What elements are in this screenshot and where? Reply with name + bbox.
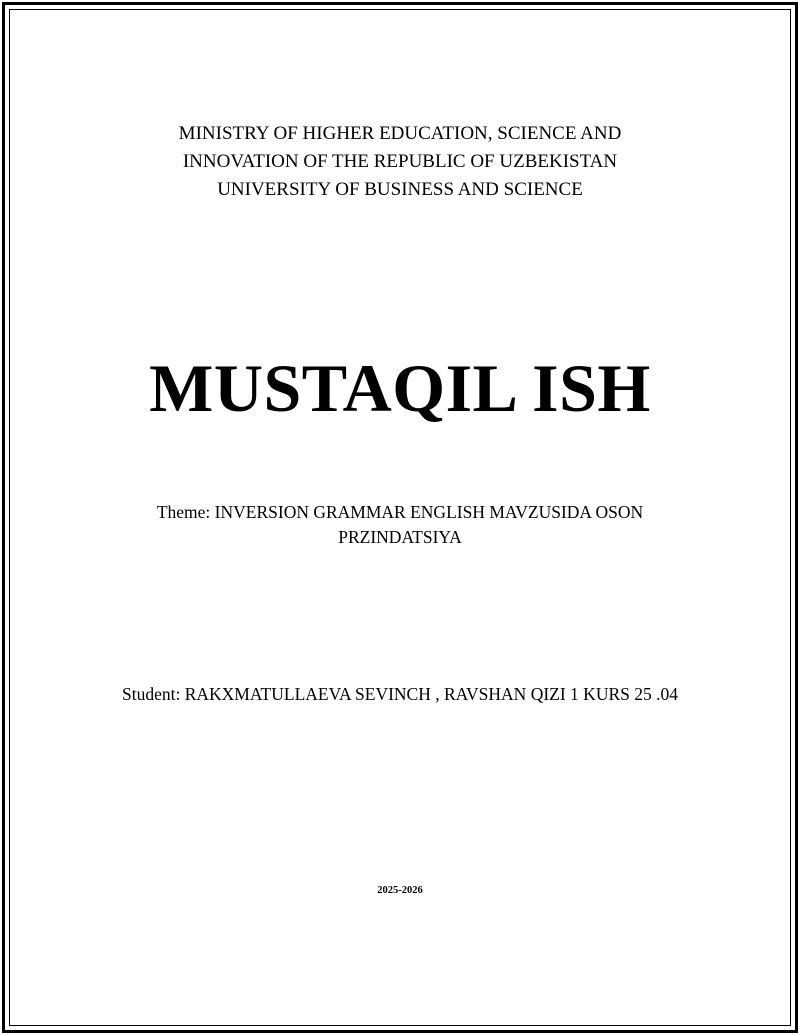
institution-header xyxy=(0,120,800,204)
document-title: MUSTAQIL ISH xyxy=(149,350,651,426)
academic-years: 2025-2026 xyxy=(377,885,423,896)
header-line-university: UNIVERSITY OF BUSINESS AND SCIENCE xyxy=(217,179,583,200)
theme-text: Theme: INVERSION GRAMMAR ENGLISH MAVZUSIDA OSON PRZINDATSIYA xyxy=(156,502,644,547)
header-line-ministry: MINISTRY OF HIGHER EDUCATION, SCIENCE AND xyxy=(178,123,622,144)
student-info: Student: RAKXMATULLAEVA SEVINCH , RAVSHAN QIZI 1 KURS 25 .04 xyxy=(122,684,678,704)
header-line-republic: INNOVATION OF THE REPUBLIC OF UZBEKISTAN xyxy=(182,151,618,172)
